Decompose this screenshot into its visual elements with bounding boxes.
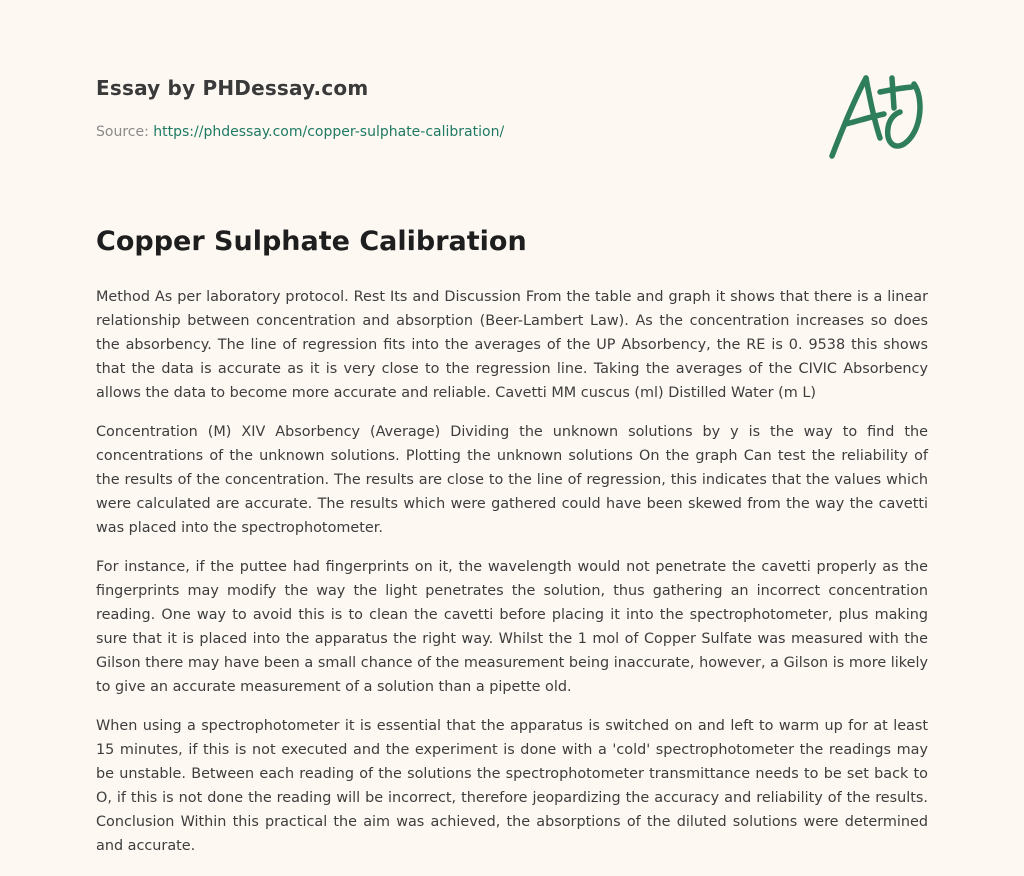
source-label: Source: (96, 124, 149, 140)
source-line (96, 124, 504, 140)
essay-paragraph: For instance, if the puttee had fingerprints on it, the wavelength would not penetrate the cavetti properly as the fingerprints may modify the way the light penetrates the solution, thus gathering an incorrect concentration reading. One way to avoid this is to clean the cavetti before placing it into the spectrophotometer, plus making sure that it is placed into the apparatus the right way. Whilst the 1 mol of Copper Sulfate was measured with the Gilson there may have been a small chance of the measurement being inaccurate, however, a Gilson is more likely to give an accurate measurement of a solution than a pipette old. (96, 559, 928, 695)
source-link[interactable]: https://phdessay.com/copper-sulphate-calibration/ (153, 124, 505, 140)
essay-body (96, 285, 928, 873)
a-plus-logo-icon (824, 68, 928, 164)
essay-paragraph: Method As per laboratory protocol. Rest Its and Discussion From the table and graph it shows that there is a linear relationship between concentration and absorption (Beer-Lambert Law). As the concentration increases so does the absorbency. The line of regression fits into the averages of the UP Absorbency, the RE is 0. 9538 this shows that the data is accurate as it is very close to the regression line. Taking the averages of the CIVIC Absorbency allows the data to become more accurate and reliable. Cavetti MM cuscus (ml) Distilled Water (m L) (96, 289, 928, 401)
essay-paragraph: When using a spectrophotometer it is essential that the apparatus is switched on and left to warm up for at least 15 minutes, if this is not executed and the experiment is done with a 'cold' spectrophotometer the readings may be unstable. Between each reading of the solutions the spectrophotometer transmittance needs to be set back to O, if this is not done the reading will be incorrect, therefore jeopardizing the accuracy and reliability of the results. Conclusion Within this practical the aim was achieved, the absorptions of the diluted solutions were determined and accurate. (96, 718, 928, 854)
essay-paragraph: Concentration (M) XIV Absorbency (Average) Dividing the unknown solutions by y is the way to find the concentrations of the unknown solutions. Plotting the unknown solutions On the graph Can test the reliability of the results of the concentration. The results are close to the line of regression, this indicates that the values which were calculated are accurate. The results which were gathered could have been skewed from the way the cavetti was placed into the spectrophotometer. (96, 424, 928, 536)
site-title: Essay by PHDessay.com (96, 76, 369, 100)
essay-title: Copper Sulphate Calibration (96, 226, 527, 257)
